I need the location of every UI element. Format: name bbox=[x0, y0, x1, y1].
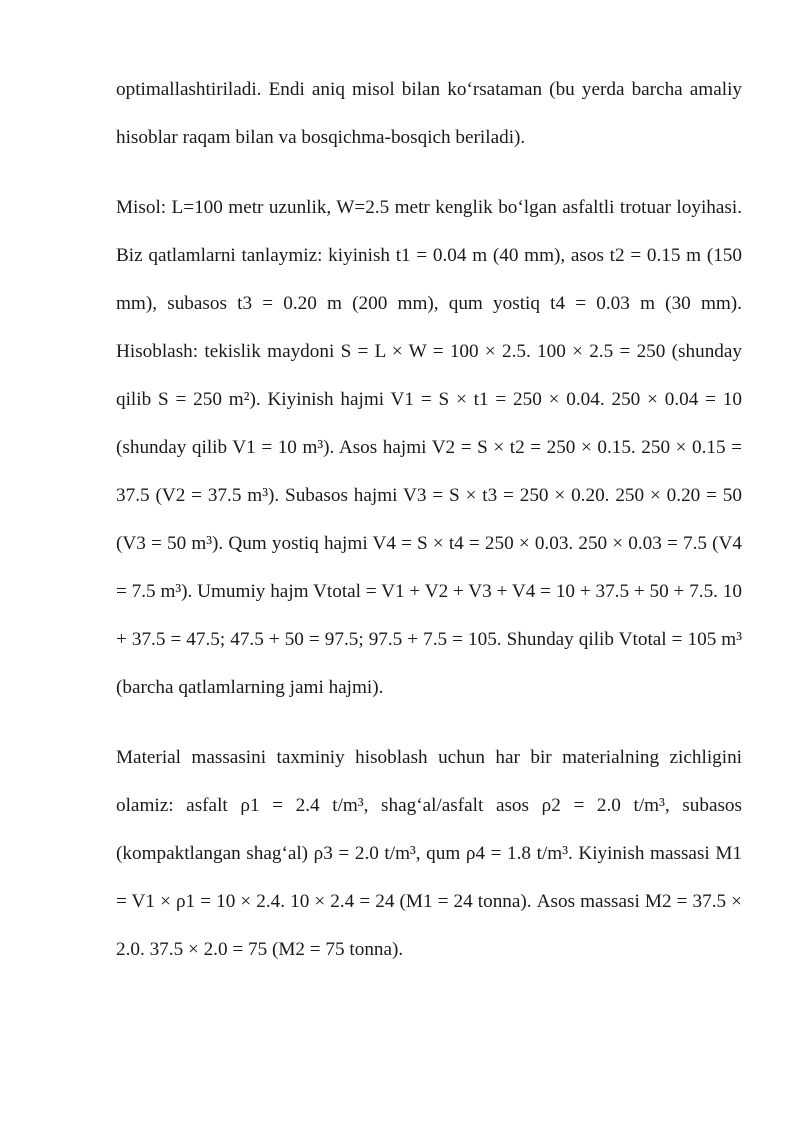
document-body bbox=[116, 66, 742, 974]
paragraph-intro-continuation: optimallashtiriladi. Endi aniq misol bilan ko‘rsataman (bu yerda barcha amaliy hisoblar raqam bilan va bosqichma-bosqich beriladi). bbox=[116, 79, 742, 148]
paragraph-volume-example: Misol: L=100 metr uzunlik, W=2.5 metr kenglik bo‘lgan asfaltli trotuar loyihasi. Biz qatlamlarni tanlaymiz: kiyinish t1 = 0.04 m (40 mm), asos t2 = 0.15 m (150 mm), subasos t3 = 0.20 m (200 mm), qum yostiq t4 = 0.03 m (30 mm). Hisoblash: tekislik maydoni S = L × W = 100 × 2.5. 100 × 2.5 = 250 (shunday qilib S = 250 m²). Kiyinish hajmi V1 = S × t1 = 250 × 0.04. 250 × 0.04 = 10 (shunday qilib V1 = 10 m³). Asos hajmi V2 = S × t2 = 250 × 0.15. 250 × 0.15 = 37.5 (V2 = 37.5 m³). Subasos hajmi V3 = S × t3 = 250 × 0.20. 250 × 0.20 = 50 (V3 = 50 m³). Qum yostiq hajmi V4 = S × t4 = 250 × 0.03. 250 × 0.03 = 7.5 (V4 = 7.5 m³). Umumiy hajm Vtotal = V1 + V2 + V3 + V4 = 10 + 37.5 + 50 + 7.5. 10 + 37.5 = 47.5; 47.5 + 50 = 97.5; 97.5 + 7.5 = 105. Shunday qilib Vtotal = 105 m³ (barcha qatlamlarning jami hajmi). bbox=[116, 197, 742, 698]
paragraph-mass-calculation: Material massasini taxminiy hisoblash uchun har bir materialning zichligini olamiz: asfalt ρ1 = 2.4 t/m³, shag‘al/asfalt asos ρ2 = 2.0 t/m³, subasos (kompaktlangan shag‘al) ρ3 = 2.0 t/m³, qum ρ4 = 1.8 t/m³. Kiyinish massasi M1 = V1 × ρ1 = 10 × 2.4. 10 × 2.4 = 24 (M1 = 24 tonna). Asos massasi M2 = 37.5 × 2.0. 37.5 × 2.0 = 75 (M2 = 75 tonna). bbox=[116, 747, 742, 960]
